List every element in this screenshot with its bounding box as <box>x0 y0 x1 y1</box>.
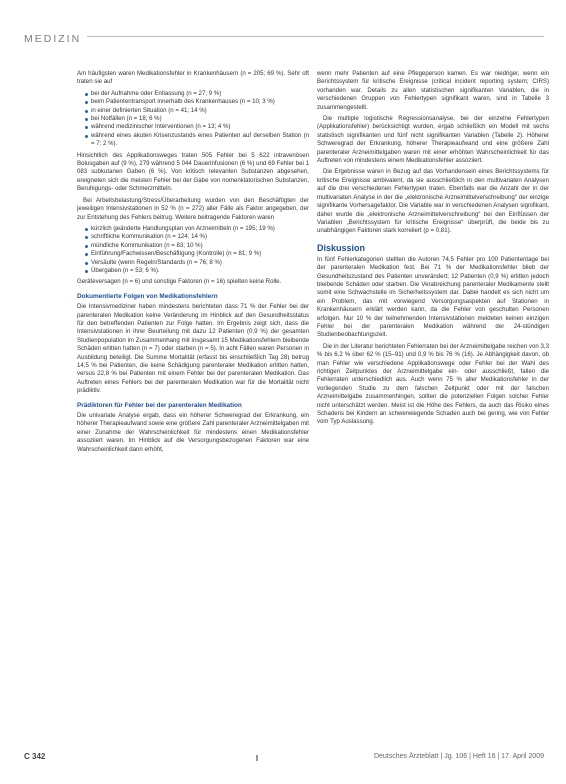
paragraph: Hinsichtlich des Applikationsweges traten 505 Fehler bei 5 622 intravenösen Bolusgaben auf (9 %), 279 während 5 044 Dauerinfusionen (6 %) und 69 Fehler bei 1 083 subkutanen Gaben (6 %). Von kritisch relevanten Substanzen abgesehen, ereigneten sich die meisten Fehler bei der Gabe von nomenklatorischen Substanzen, Beruhigungs- oder Schmerzmitteln. <box>77 151 309 193</box>
list-item: in einer definierten Situation (n = 41; 14 %) <box>85 107 309 115</box>
list-item: mündliche Kommunikation (n = 83; 10 %) <box>85 242 309 250</box>
subheading: Prädiktoren für Fehler bei der parenteralen Medikation <box>77 401 242 409</box>
bullet-list <box>85 225 309 275</box>
list-item: Einführung/Fachwissen/Beschäftigung (Kontrolle) (n = 81; 9 %) <box>85 250 309 258</box>
paragraph: Die Ergebnisse waren in Bezug auf das Vorhandensein eines Berichtssystems für kritische Ereignisse ambivalent, da sie ausschließlich in den multivariaten Analysen auf die drei verschiedenen Fehlertypen traten. Ebenfalls war die Anzahl der in der multivariaten Analyse in der die „elektronische Arzneimittelverschreibung“ der einzige signifikante Vorhersagefaktor. Die Variable war in verschiedenen Analysen signifikant, daher wurde die „elektronische Arzneimittelverschreibung“ bei den Einflüssen der Variablen „Berichtssystem für kritische Ereignisse“ überprüft, die beide bis zu unabhängigen Faktoren stark korreliert (p = 0,81). <box>317 168 549 235</box>
list-item: bei der Aufnahme oder Entlassung (n = 27; 9 %) <box>85 90 309 98</box>
page-footer <box>24 752 544 764</box>
paragraph: Am häufigsten waren Medikationsfehler in Krankenhäusern (n = 205; 69 %). Sehr oft traten sie auf <box>77 70 309 86</box>
paragraph: Bei Arbeitsbelastung/Stress/Überarbeitung wurden von den Beschäftigten der jeweiligen Intensivstationen in 52 % (n = 272) aller Fälle als Faktor angegeben, der zur Entstehung des Fehlers beitrug. Weitere beitragende Faktoren waren <box>77 196 309 221</box>
list-item: Übergaben (n = 53; 6 %). <box>85 267 309 275</box>
paragraph: wenn mehr Patienten auf eine Pflegeperson kamen. Es war niedriger, wenn ein Berichtssystem für kritische Ereignisse (critical incident reporting system; CIRS) vorhanden war. Details zu allen statistischen signifikanten Variablen, die in verschiedenen Gruppen von Fehlertypen signifikant waren, sind in Tabelle 3 zusammengestellt. <box>317 70 549 111</box>
page-header <box>24 29 544 43</box>
section-heading: Diskussion <box>317 242 366 253</box>
list-item: während eines akuten Krisenzustands eines Patienten auf derselben Station (n = 7; 2 %). <box>85 132 309 149</box>
journal-citation: Deutsches Ärzteblatt | Jg. 106 | Heft 16 | 17. April 2009 <box>373 753 544 760</box>
paragraph: Die in der Literatur berichteten Fehlerraten bei der Arzneimittelgabe reichen von 3,3 % bis 6,2 % über 62 % (15–91) und 0,9 % bis 76 % (16). Je Abhängigkeit davon, ob man Fehler wie verschiedene Applikationswege oder Fehler bei der Wahl des richtigen Zeitpunktes der Arzneimittelgabe ein- oder ausschließt, fallen die Fehlerraten unterschiedlich aus. Auch wenn 75 % aller Medikationsfehler in der vorliegenden Studie zu dem falschen Zeitpunkt oder mit der falschen Arzneimittelgabe zusammenhingen, sollten die potenziellen Folgen solcher Fehler nicht unterschätzt werden. Meist ist die Höhe des Fehlers, da auch das Risiko eines Schadens bei Kindern an schwerwiegende Schaden auch bei gering, wie von Fehler vom Typ Auslassung. <box>317 342 549 426</box>
list-item: kürzlich geänderte Handlungsplan von Arzneimitteln (n = 195; 19 %) <box>85 225 309 233</box>
paragraph: In fünf Fehlerkategorien stellten die Autoren 74,5 Fehler pro 100 Patiententage bei der parenteralen Medikation fest. Bei 71 % der Medikationsfehler blieb der Gesundheitszustand des Patienten unverändert; 12 Patienten (0,9 %) erlitten jedoch bleibende Schäden oder starben. Die Verabreichung parenteraler Medikamente stellt somit eine Schwachstelle im Sicherheitssystem dar. Dabei handelt es sich nicht um ein Problem, das mit vorwiegend Versorgungsaspekten auf Stationen in Krankenhäusern erklärt werden kann, da die Fehler von geschulten Personen erfolgen. Nur 10 % der teilnehmenden Intensivstationen meldeten keinen einzigen Fehler bei der parenteralen Medikation während der 24-stündigen Studienbeobachtungszeit. <box>317 255 549 339</box>
left-column <box>77 70 309 457</box>
list-item: während medizinischer Interventionen (n = 13; 4 %) <box>85 123 309 131</box>
bullet-list <box>85 90 309 149</box>
paragraph: Die Intensivmediziner haben mindestens berichteten dass 71 % der Fehler bei der parenteralen Medikation keine Veränderung im Hinblick auf den Gesundheitsstatus für den betreffenden Patienten zur Folge hatten. Im Ergebnis zeigt sich, dass die Intensivstationen in ihrer Beurteilung mit dazu 12 Patienten (0,9 %) der gesamten Studienpopulation im Zusammenhang mit insgesamt 15 Medikationsfehlern bleibende Schäden erlitten hatten (n = 7) oder starben (n = 5). In acht Fällen waren Personen in Ausbildung beteiligt. Die Summe Mortalität (erfasst bis einschließlich Tag 28) betrug 14,5 % bei Patienten, die keine Schädigung parenteraler Medikation erlitten hatten, versus 22,8 % bei Patienten mit einem Fehler bei der parenteralen Medikation. Das Auftreten eines Fehlers bei der parenteralen Medikation war für die Mortalität nicht prädiktiv. <box>77 303 309 395</box>
list-item: Versäulte (wenn Regeln/Standards (n = 76; 8 %) <box>85 259 309 267</box>
header-rule <box>24 36 544 37</box>
right-column <box>317 70 549 430</box>
list-item: schriftliche Kommunikation (n = 124; 14 %) <box>85 233 309 241</box>
subheading: Dokumentierte Folgen von Medikationsfehlern <box>77 292 218 300</box>
paragraph: Die multiple logistische Regressionsanalyse, bei der einzelne Fehlertypen (Applikationsfehler) berücksichtigt wurden, ergab schließlich ein Modell mit sechs statistisch signifikanten und fünf nicht signifikanten Variablen (Tabelle 2). Höherer Schweregrad der Erkrankung, höherer Therapieaufwand und eine größere Zahl parenteraler Arzneimittelgaben waren mit einer erhöhten Wahrscheinlichkeit für das Auftreten von mindestens einem Medikationsfehler assoziiert. <box>317 115 549 165</box>
section-label: MEDIZIN <box>24 33 87 45</box>
page-number: C 342 <box>24 752 46 761</box>
list-item: bei Notfällen (n = 18; 6 %) <box>85 115 309 123</box>
footer-tick-mark <box>256 755 258 761</box>
list-item: beim Patiententransport innerhalb des Krankenhauses (n = 10; 3 %) <box>85 98 309 106</box>
paragraph: Geräteversagen (n = 6) und sonstige Faktoren (n = 16) spielten keine Rolle. <box>77 278 282 286</box>
paragraph: Die univariate Analyse ergab, dass ein höherer Schweregrad der Erkrankung, ein höherer Therapieaufwand sowie eine größere Zahl parenteraler Arzneimittelgaben mit einer Zunahme der Wahrscheinlichkeit für mindestens einen Medikationsfehler assoziiert waren. Im Hinblick auf die Versorgungsbezogenen Faktoren war eine Wahrscheinlichkeit dann erhöht, <box>77 412 309 453</box>
